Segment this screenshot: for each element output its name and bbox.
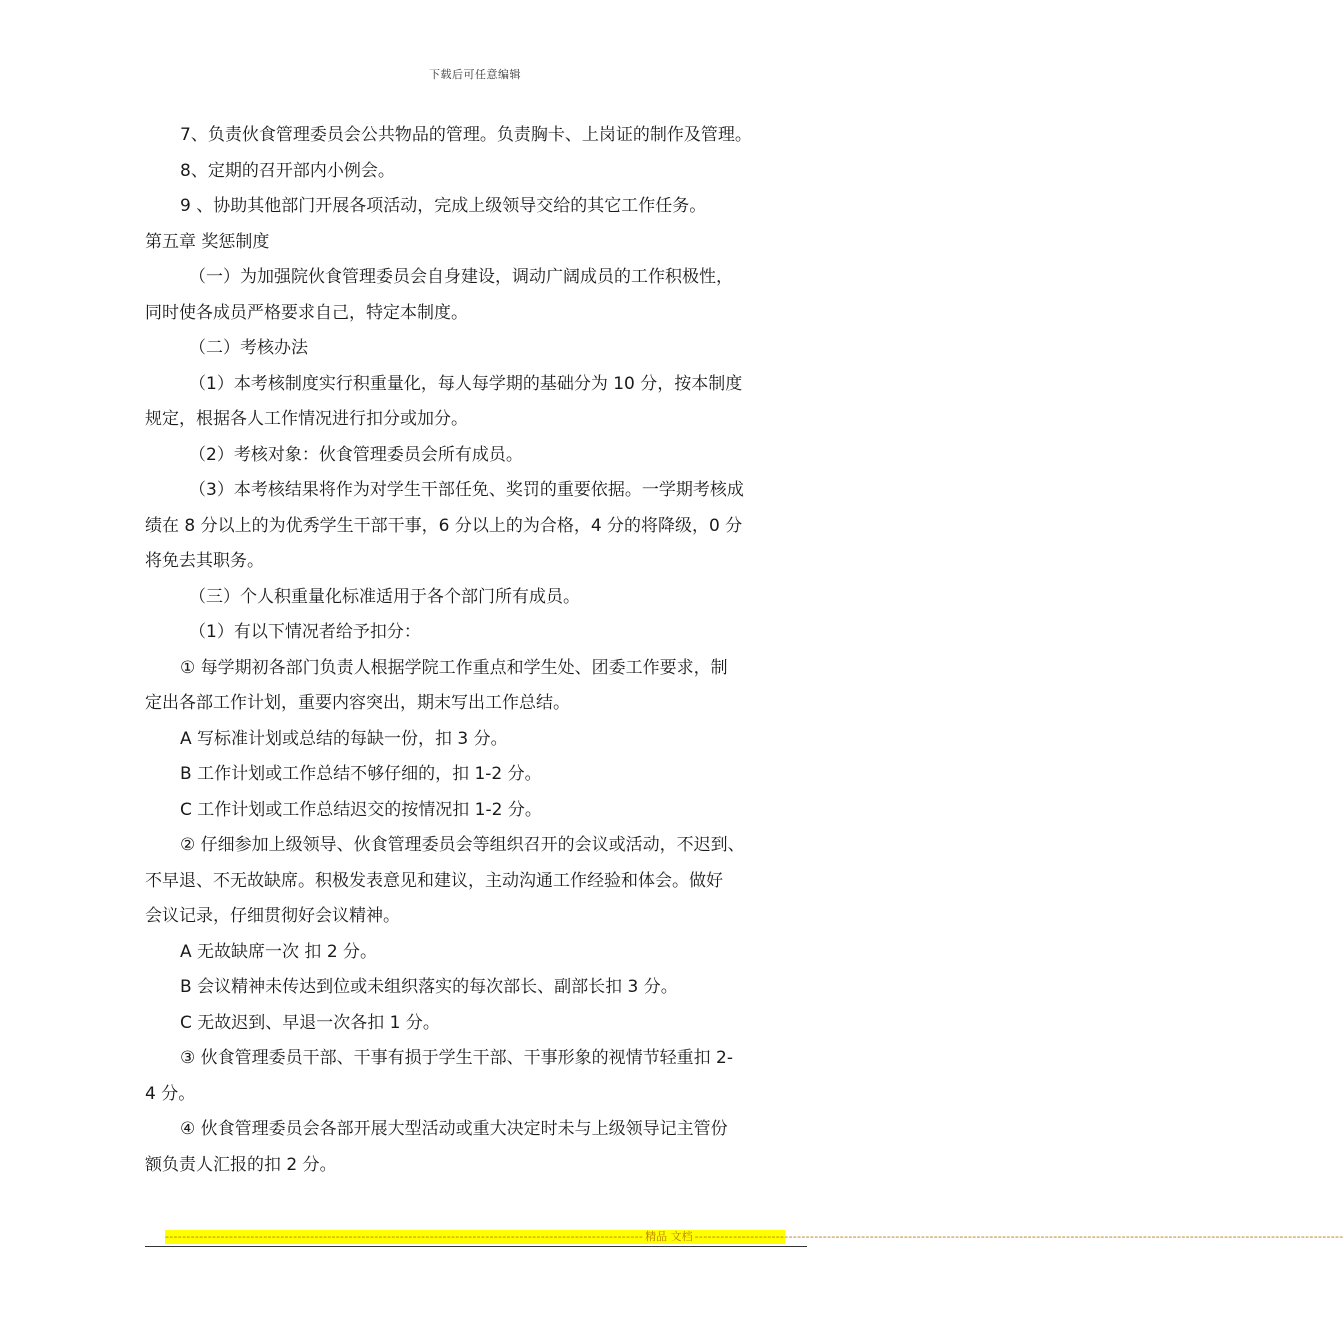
paragraph-line: 4 分。 [145,1083,196,1104]
footer-dashes-right: -------------------------------------------------------------------------------------------------------------------------------------------------------- [694,1230,1344,1243]
footer-rule [145,1246,807,1247]
paragraph-line: 9 、协助其他部门开展各项活动，完成上级领导交给的其它工作任务。 [180,196,707,216]
paragraph-line: 会议记录，仔细贯彻好会议精神。 [145,906,400,926]
paragraph-line: ③ 伙食管理委员干部、干事有损于学生干部、干事形象的视情节轻重扣 2- [180,1048,733,1068]
header-note: 下载后可任意编辑 [429,68,521,81]
paragraph-line: 规定，根据各人工作情况进行扣分或加分。 [145,409,468,429]
paragraph-line: （1）有以下情况者给予扣分： [189,622,421,642]
paragraph-line: B 会议精神未传达到位或未组织落实的每次部长、副部长扣 3 分。 [180,977,678,997]
paragraph-line: （二）考核办法 [189,338,308,358]
paragraph-line: C 工作计划或工作总结迟交的按情况扣 1-2 分。 [180,799,542,820]
paragraph-line: ④ 伙食管理委员会各部开展大型活动或重大决定时未与上级领导记主管份 [180,1119,728,1139]
paragraph-line: A 无故缺席一次 扣 2 分。 [180,941,378,962]
paragraph-line: ② 仔细参加上级领导、伙食管理委员会等组织召开的会议或活动，不迟到、 [180,835,745,855]
paragraph-line: C 无故迟到、早退一次各扣 1 分。 [180,1012,440,1033]
paragraph-line: （2）考核对象：伙食管理委员会所有成员。 [189,444,523,465]
paragraph-line: 绩在 8 分以上的为优秀学生干部干事，6 分以上的为合格，4 分的将降级，0 分 [145,515,743,536]
paragraph-line: 8、定期的召开部内小例会。 [180,160,395,181]
paragraph-line: （3）本考核结果将作为对学生干部任免、奖罚的重要依据。一学期考核成 [189,480,744,500]
paragraph-line: 第五章 奖惩制度 [145,231,270,252]
footer-label: 精品 文档 [645,1230,693,1243]
paragraph-line: ① 每学期初各部门负责人根据学院工作重点和学生处、团委工作要求，制 [180,657,728,678]
paragraph-line: 同时使各成员严格要求自己，特定本制度。 [145,302,468,323]
paragraph-line: （一）为加强院伙食管理委员会自身建设，调动广阔成员的工作积极性， [189,267,733,287]
paragraph-line: 7、负责伙食管理委员会公共物品的管理。负责胸卡、上岗证的制作及管理。 [180,125,752,145]
paragraph-line: （三）个人积重量化标准适用于各个部门所有成员。 [189,586,580,607]
document-body [145,118,813,1183]
paragraph-line: 将免去其职务。 [145,551,264,571]
paragraph-line: 额负责人汇报的扣 2 分。 [145,1154,337,1175]
paragraph-line: 不早退、不无故缺席。积极发表意见和建议，主动沟通工作经验和体会。做好 [145,870,723,891]
footer-banner [165,1230,1344,1244]
paragraph-line: A 写标准计划或总结的每缺一份，扣 3 分。 [180,728,508,749]
paragraph-line: B 工作计划或工作总结不够仔细的，扣 1-2 分。 [180,764,542,784]
footer-dashes-left: ---------------------------------------------------------------------------------------------------------------- [165,1230,644,1243]
paragraph-line: 定出各部工作计划，重要内容突出，期末写出工作总结。 [145,693,570,713]
paragraph-line: （1）本考核制度实行积重量化，每人每学期的基础分为 10 分，按本制度 [189,373,743,394]
